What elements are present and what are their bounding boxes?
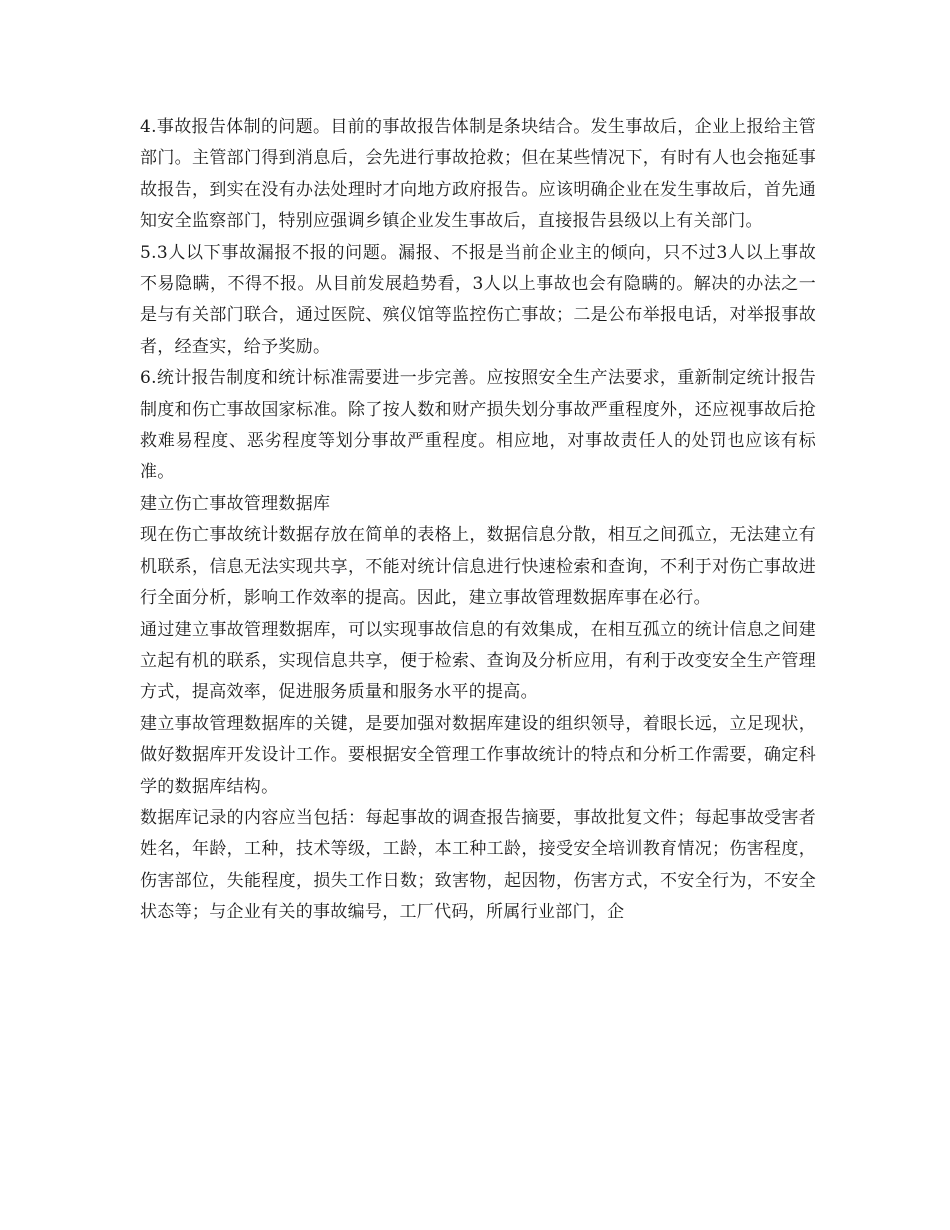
- document-body: [140, 112, 816, 929]
- paragraph-database-benefits: 通过建立事故管理数据库，可以实现事故信息的有效集成，在相互孤立的统计信息之间建立起有机的联系，实现信息共享，便于检索、查询及分析应用，有利于改变安全生产管理方式，提高效率，促进服务质量和服务水平的提高。: [140, 619, 816, 703]
- paragraph-statistics-standards: 6.统计报告制度和统计标准需要进一步完善。应按照安全生产法要求，重新制定统计报告制度和伤亡事故国家标准。除了按人数和财产损失划分事故严重程度外，还应视事故后抢救难易程度、恶劣程度等划分事故严重程度。相应地，对事故责任人的处罚也应该有标准。: [140, 368, 816, 483]
- paragraph-database-key: 建立事故管理数据库的关键，是要加强对数据库建设的组织领导，着眼长远，立足现状，做好数据库开发设计工作。要根据安全管理工作事故统计的特点和分析工作需要，确定科学的数据库结构。: [140, 713, 816, 797]
- paragraph-underreporting: 5.3人以下事故漏报不报的问题。漏报、不报是当前企业主的倾向，只不过3人以上事故不易隐瞒，不得不报。从目前发展趋势看，3人以上事故也会有隐瞒的。解决的办法之一是与有关部门联合，通过医院、殡仪馆等监控伤亡事故；二是公布举报电话，对举报事故者，经查实，给予奖励。: [140, 242, 816, 357]
- paragraph-accident-reporting-system: 4.事故报告体制的问题。目前的事故报告体制是条块结合。发生事故后，企业上报给主管部门。主管部门得到消息后，会先进行事故抢救；但在某些情况下，有时有人也会拖延事故报告，到实在没有办法处理时才向地方政府报告。应该明确企业在发生事故后，首先通知安全监察部门，特别应强调乡镇企业发生事故后，直接报告县级以上有关部门。: [140, 117, 816, 232]
- section-heading-database: 建立伤亡事故管理数据库: [140, 493, 331, 514]
- paragraph-current-data-storage: 现在伤亡事故统计数据存放在简单的表格上，数据信息分散，相互之间孤立，无法建立有机联系，信息无法实现共享，不能对统计信息进行快速检索和查询，不利于对伤亡事故进行全面分析，影响工作效率的提高。因此，建立事故管理数据库事在必行。: [140, 525, 816, 609]
- paragraph-database-contents: 数据库记录的内容应当包括：每起事故的调查报告摘要，事故批复文件；每起事故受害者姓名，年龄，工种，技术等级，工龄，本工种工龄，接受安全培训教育情况；伤害程度，伤害部位，失能程度，损失工作日数；致害物，起因物，伤害方式，不安全行为，不安全状态等；与企业有关的事故编号，工厂代码，所属行业部门，企: [140, 807, 816, 923]
